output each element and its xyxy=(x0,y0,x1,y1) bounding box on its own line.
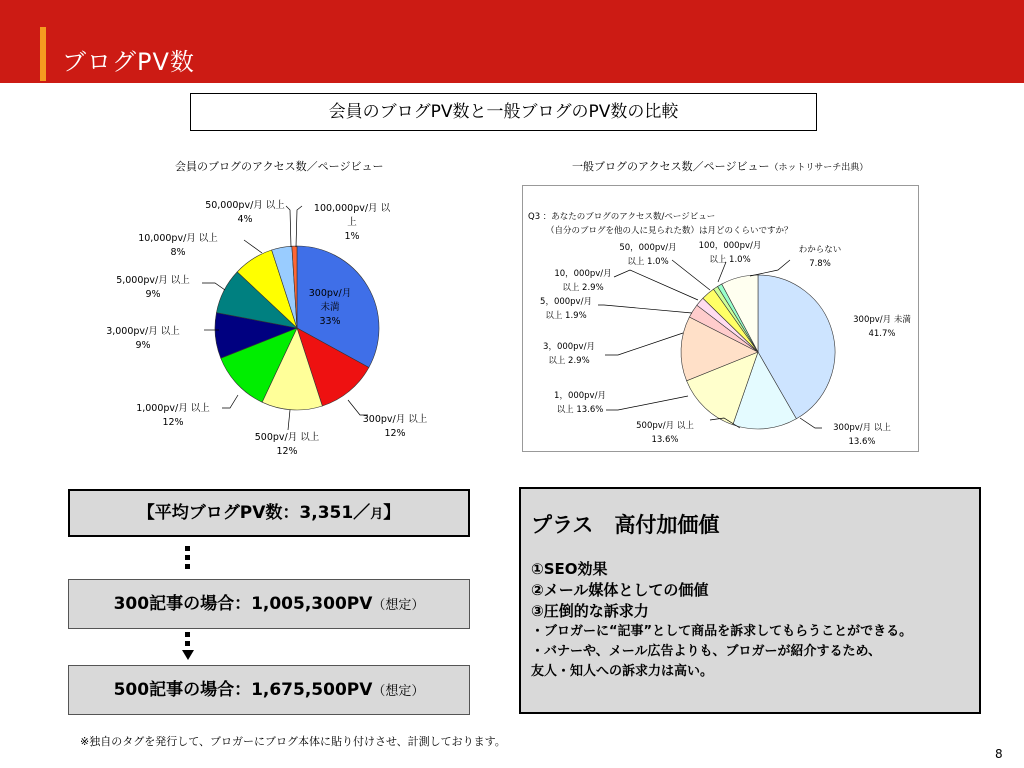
calc-500-main: 500記事の場合：1,675,500PV xyxy=(113,680,373,700)
left-label-7: 50,000pv/月 以上 4% xyxy=(205,200,285,225)
average-pv-box xyxy=(68,489,470,537)
right-label-7: 50，000pv/月以上 1.0% xyxy=(619,243,677,267)
arrow-connector xyxy=(185,632,191,660)
calc-500-sub: （想定） xyxy=(372,684,425,699)
question-line-1: Q3 ：あなたのブログのアクセス数/ページビュー xyxy=(528,212,716,222)
right-label-1: 300pv/月 以上 13.6% xyxy=(833,423,891,447)
left-label-5: 5,000pv/月 以上 9% xyxy=(116,275,190,300)
footnote: ※独自のタグを発行して、ブロガーにブログ本体に貼り付けさせ、計測しております。 xyxy=(80,735,506,748)
left-chart-caption: 会員のブログのアクセス数／ページビュー xyxy=(175,160,384,173)
value-note-3: 友人・知人への訴求力は高い。 xyxy=(531,664,714,679)
value-note-1: ・ブロガーに“記事”として商品を訴求してもらうことができる。 xyxy=(531,624,913,639)
right-pie-chart xyxy=(681,275,835,429)
value-add-title: プラス 高付加価値 xyxy=(531,513,720,537)
calc-300-sub: （想定） xyxy=(372,598,425,613)
calc-300-main: 300記事の場合：1,005,300PV xyxy=(113,594,373,614)
right-label-4: 3，000pv/月以上 2.9% xyxy=(543,342,595,366)
right-leader-6 xyxy=(614,270,698,300)
value-note-2: ・バナーや、メール広告よりも、ブロガーが紹介するため、 xyxy=(531,644,881,659)
left-leader-5 xyxy=(202,283,225,290)
right-label-9: わからない 7.8% xyxy=(798,245,842,269)
right-label-5: 5，000pv/月以上 1.9% xyxy=(540,297,592,321)
right-label-8: 100，000pv/月以上 1.0% xyxy=(698,241,762,265)
right-leader-4 xyxy=(605,333,683,355)
left-leader-1 xyxy=(348,400,368,415)
left-leader-6 xyxy=(244,240,262,253)
page-title: ブログPV数 xyxy=(62,48,195,76)
left-label-2: 500pv/月 以上 12% xyxy=(254,432,320,457)
calc-500-box xyxy=(68,665,470,715)
value-item-seo: ①SEO効果 xyxy=(531,560,608,578)
left-label-8: 100,000pv/月 以上 1% xyxy=(313,203,391,242)
left-label-1: 300pv/月 以上 12% xyxy=(362,414,428,439)
left-label-6: 10,000pv/月 以上 8% xyxy=(138,233,218,258)
average-pv-label: 【平均ブログPV数：3,351／ xyxy=(137,503,371,523)
left-label-4: 3,000pv/月 以上 9% xyxy=(106,326,180,351)
right-leader-1 xyxy=(800,418,822,428)
right-leader-3 xyxy=(606,396,688,410)
left-leader-2 xyxy=(288,410,290,430)
right-chart-caption-source: （ホットリサーチ出典） xyxy=(769,163,869,173)
page-number: 8 xyxy=(995,747,1003,761)
value-item-media: ②メール媒体としての価値 xyxy=(531,581,709,599)
left-leader-8 xyxy=(296,206,302,247)
value-add-box xyxy=(519,487,981,714)
right-leader-5 xyxy=(598,305,692,313)
right-leader-8 xyxy=(718,262,726,282)
question-line-2: （自分のブログを他の人に見られた数）は月どのくらいですか？ xyxy=(546,226,793,236)
left-pie-chart xyxy=(215,246,379,410)
right-question-text xyxy=(528,211,793,236)
average-pv-close: 】 xyxy=(383,503,401,523)
left-label-3: 1,000pv/月 以上 12% xyxy=(136,403,210,428)
right-leader-9 xyxy=(750,260,790,276)
arrow-down-icon xyxy=(182,650,194,660)
left-leader-3 xyxy=(222,395,238,408)
right-label-3: 1，000pv/月以上 13.6% xyxy=(554,391,606,415)
left-label-0: 300pv/月未満 33% xyxy=(308,288,352,327)
average-pv-unit: 月 xyxy=(370,507,384,522)
comparison-title: 会員のブログPV数と一般ブログのPV数の比較 xyxy=(190,93,817,131)
right-label-2: 500pv/月 以上 13.6% xyxy=(636,421,694,445)
value-item-appeal: ③圧倒的な訴求力 xyxy=(531,602,649,620)
left-leader-7 xyxy=(286,206,291,247)
right-label-6: 10，000pv/月以上 2.9% xyxy=(554,269,612,293)
calc-300-box xyxy=(68,579,470,629)
right-leader-7 xyxy=(672,260,710,290)
right-chart-caption-main: 一般ブログのアクセス数／ページビュー xyxy=(572,160,770,173)
right-label-0: 300pv/月 未満 41.7% xyxy=(853,315,911,339)
dotted-connector-1 xyxy=(185,546,191,573)
